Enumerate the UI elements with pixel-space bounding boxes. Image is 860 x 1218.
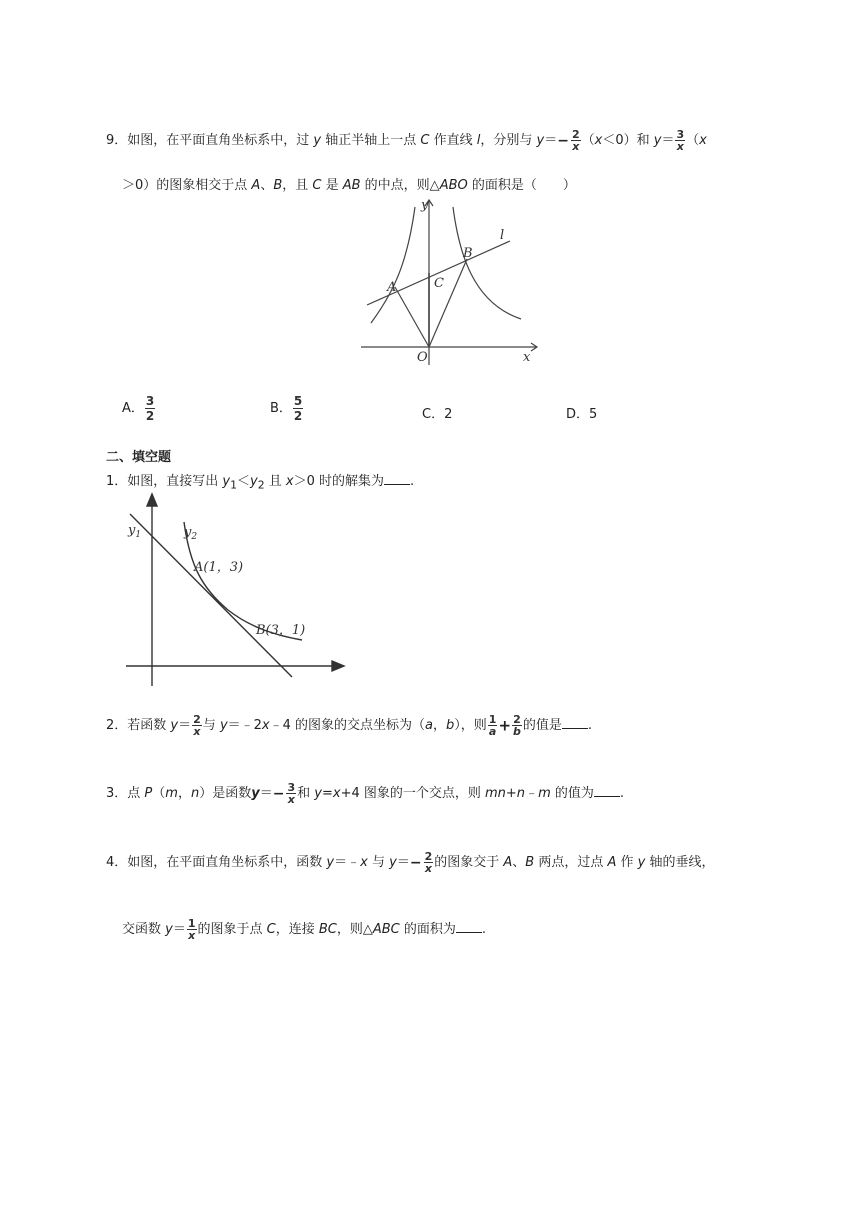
option-C[interactable]: C．2 — [422, 407, 453, 422]
segment-AO — [395, 287, 429, 347]
fill-question-1: 1．如图，直接写出 $y_1<y_2$ 且 x＞0 时的解集为 . — [106, 474, 415, 492]
fill-question-4-line-1: 4．如图，在平面直角坐标系中，函数 y＝﹣x 与 y＝− $\frac{2}{x}$ 的图象交于 A、B 两点，过点 A 作 y 轴的垂线， — [106, 850, 715, 875]
fraction-3-over-x: $\frac{3}{x}$ — [676, 128, 685, 153]
label-l: l — [500, 228, 505, 243]
x-axis-arrow-icon — [332, 661, 344, 671]
line-y1 — [130, 514, 292, 677]
label-C: C — [434, 276, 444, 291]
answer-blank[interactable] — [594, 785, 620, 797]
question-9-figure — [355, 195, 545, 370]
right-hyperbola — [453, 207, 521, 319]
option-A[interactable]: A． $\frac{3}{2}$ — [122, 394, 155, 423]
fill-question-1-figure — [118, 492, 350, 690]
fraction-2-over-x: $\frac{2}{x}$ — [571, 128, 580, 153]
section-heading: 二、填空题 — [106, 450, 172, 465]
label-point-B: B(3，1) — [256, 623, 306, 638]
option-D[interactable]: D．5 — [566, 407, 598, 422]
label-x: x — [523, 350, 531, 365]
segment-BO — [429, 259, 467, 347]
line-l — [367, 241, 510, 305]
fill-question-3: 3．点 P（m，n）是函数y＝− $\frac{3}{x}$ 和 y=x+4 图象的一个交点，则 mn+n﹣m 的值为 . — [106, 781, 625, 806]
answer-blank[interactable] — [562, 717, 588, 729]
fill-question-2: 2．若函数 y＝ $\frac{2}{x}$ 与 y＝﹣2x﹣4 的图象的交点坐标为（a，b），则 $\frac{1}{a}$ + $\frac{2}{b}$ 的值是 . — [106, 713, 593, 738]
question-9-line-2: ＞0）的图象相交于点 A、B，且 C 是 AB 的中点，则△ABO 的面积是（ ） — [122, 178, 576, 193]
left-hyperbola — [371, 207, 415, 323]
label-y: y — [421, 198, 429, 213]
label-A: A — [387, 280, 397, 295]
question-9-line-1: 9．如图，在平面直角坐标系中，过 y 轴正半轴上一点 C 作直线 l，分别与 y＝− $\frac{2}{x}$ （x＜0）和 y＝ $\frac{3}{x}$ （x — [106, 128, 707, 153]
answer-blank[interactable] — [384, 473, 410, 485]
label-B: B — [463, 246, 473, 261]
option-B[interactable]: B． $\frac{5}{2}$ — [270, 394, 303, 423]
label-y2: $y_2$ — [184, 525, 198, 542]
y-axis-arrow-icon — [147, 494, 157, 506]
fill-question-4-line-2: 交函数 y＝ $\frac{1}{x}$ 的图象于点 C，连接 BC，则△ABC 的面积为 . — [122, 917, 487, 942]
label-O: O — [417, 350, 428, 365]
label-y1: $y_1$ — [128, 523, 142, 540]
answer-blank[interactable] — [456, 921, 482, 933]
label-point-A: A(1，3) — [194, 560, 244, 575]
